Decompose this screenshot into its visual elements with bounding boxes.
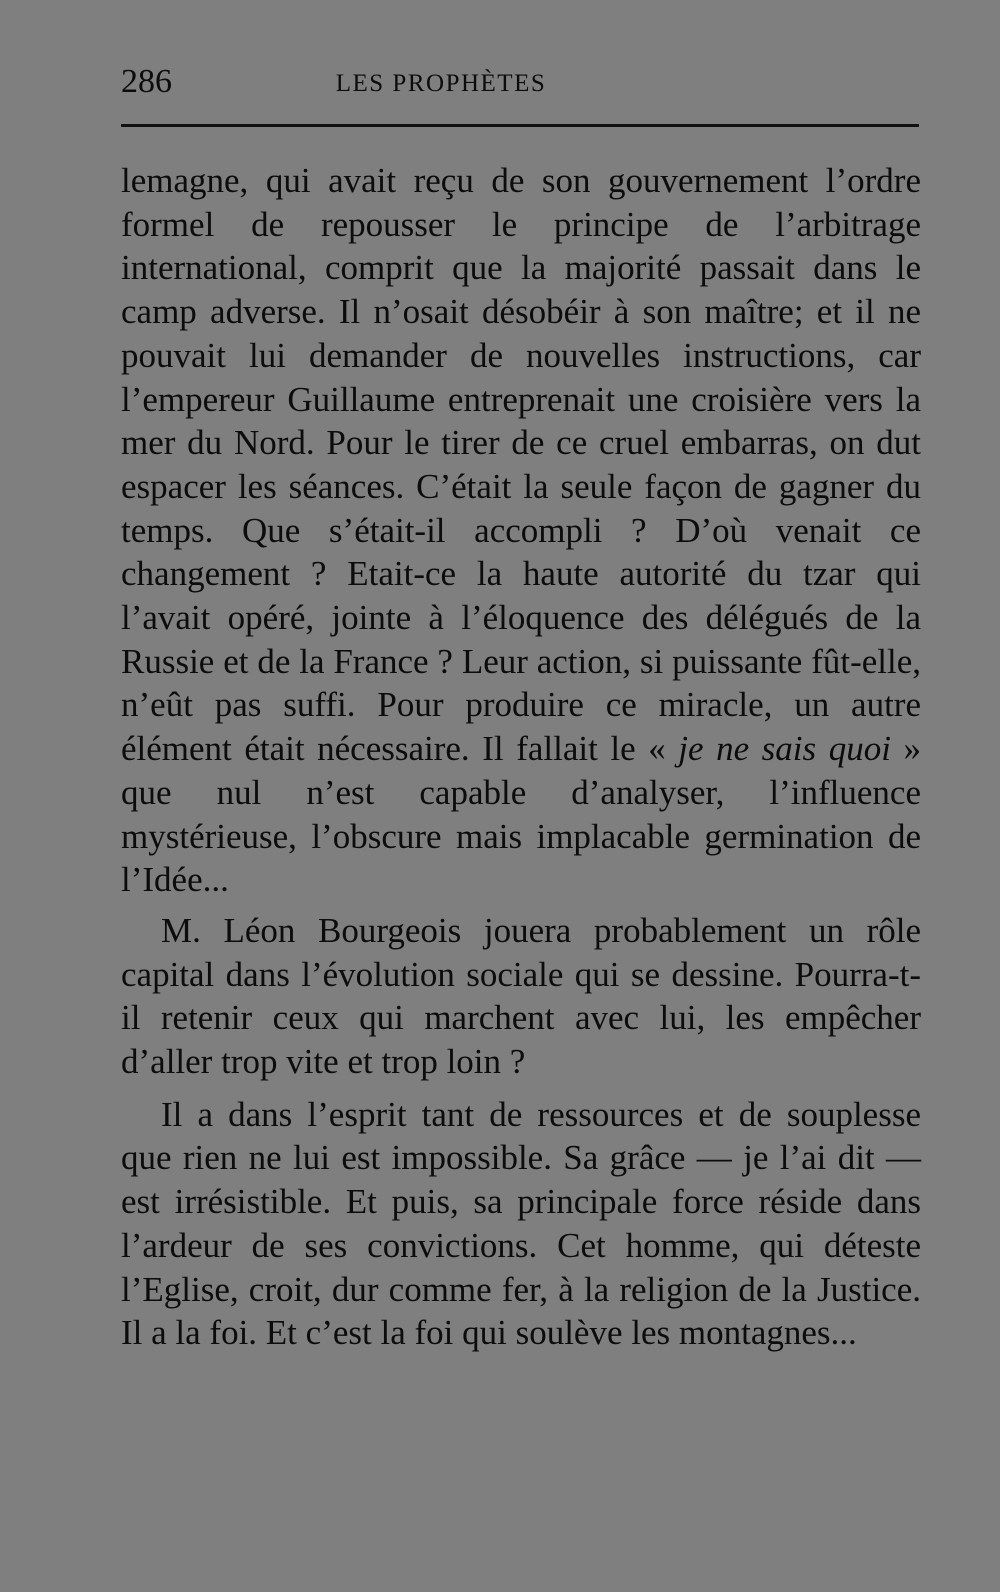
paragraph-1-italic-phrase: je ne sais quoi	[678, 729, 891, 769]
header-rule	[121, 124, 919, 127]
running-title: LES PROPHÈTES	[335, 70, 547, 97]
body-text	[121, 159, 921, 1355]
paragraph-1	[121, 159, 921, 902]
paragraph-1-text-after: » que nul n’est capable d’analyser, l’influence mystérieuse, l’obscure mais implacable germination de l’Idée...	[121, 729, 921, 900]
paragraph-1-text-before: lemagne, qui avait reçu de son gouvernement l’ordre formel de repousser le principe de l’arbitrage international, comprit que la majorité passait dans le camp adverse. Il n’osait désobéir à son maître; et il ne pouvait lui demander de nouvelles instructions, car l’empereur Guillaume entreprenait une croisière vers la mer du Nord. Pour le tirer de ce cruel embarras, on dut espacer les séances. C’était la seule façon de gagner du temps. Que s’était-il accompli ? D’où venait ce changement ? Etait-ce la haute autorité du tzar qui l’avait opéré, jointe à l’éloquence des délégués de la Russie et de la France ? Leur action, si puissante fût-elle, n’eût pas suffi. Pour produire ce miracle, un autre élément était nécessaire. Il fallait le «	[121, 161, 921, 769]
paragraph-2: M. Léon Bourgeois jouera probablement un rôle capital dans l’évolution sociale qui se dessine. Pourra-t-il retenir ceux qui marchent avec lui, les empêcher d’aller trop vite et trop loin ?	[121, 910, 921, 1082]
paragraph-3: Il a dans l’esprit tant de ressources et de souplesse que rien ne lui est impossible. Sa grâce — je l’ai dit — est irrésistible. Et puis, sa principale force réside dans l’ardeur de ses convictions. Cet homme, qui déteste l’Eglise, croit, dur comme fer, à la religion de la Justice. Il a la foi. Et c’est la foi qui soulève les montagnes...	[121, 1094, 921, 1353]
page-number: 286	[121, 63, 172, 100]
running-head	[121, 60, 919, 104]
